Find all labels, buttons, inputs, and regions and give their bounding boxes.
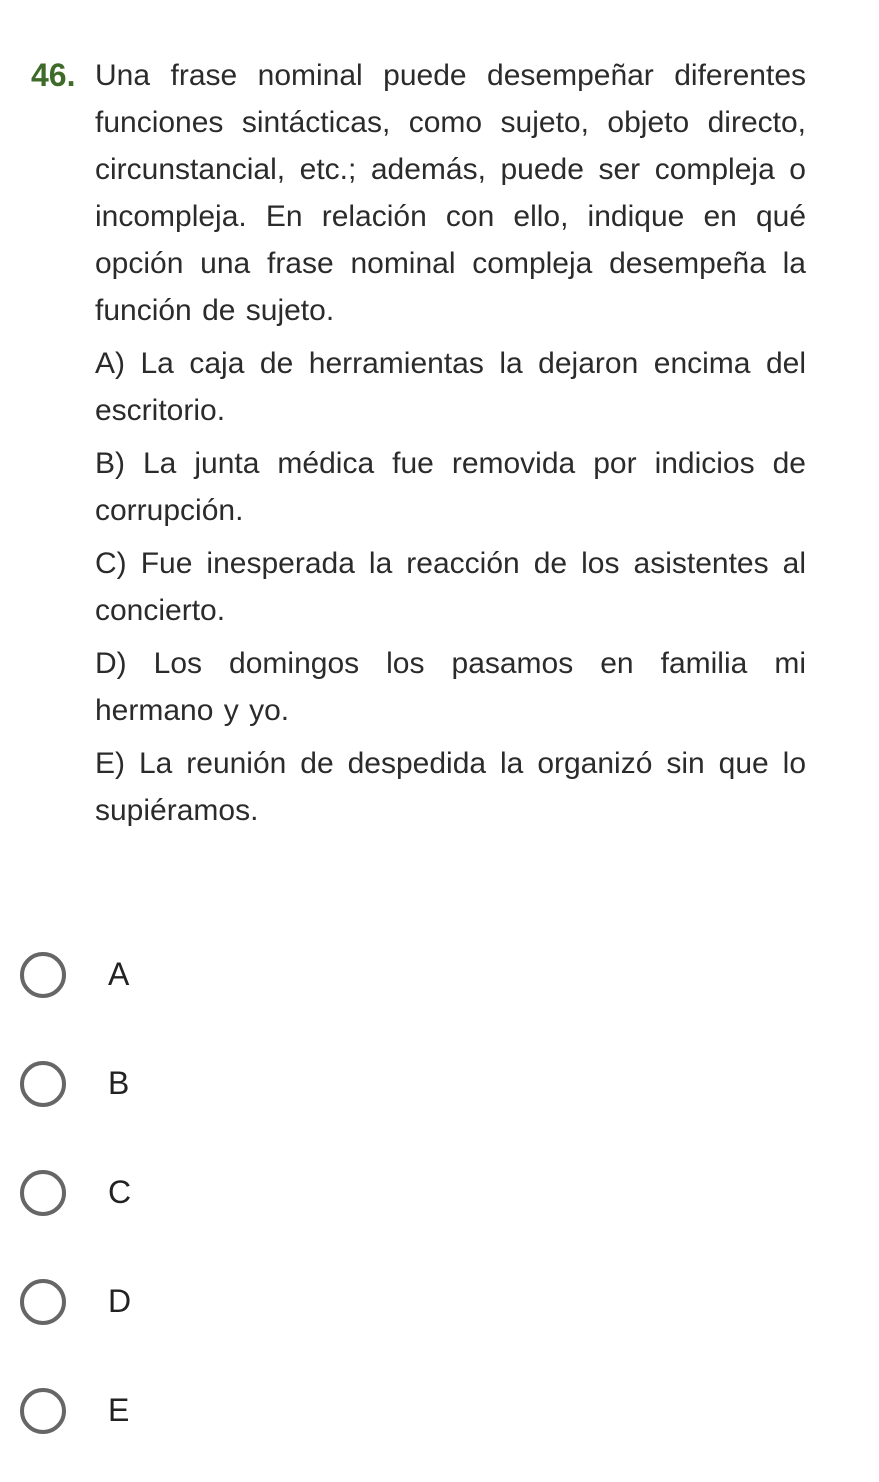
- option-text-c: C) Fue inesperada la reacción de los asistentes al concierto.: [95, 547, 806, 627]
- option-text-d: D) Los domingos los pasamos en familia mi hermano y yo.: [95, 647, 806, 727]
- radio-button-icon[interactable]: [20, 1061, 66, 1107]
- question-stem: Una frase nominal puede desempeñar diferentes funciones sintácticas, como sujeto, objeto directo, circunstancial, etc.; además, puede ser compleja o incompleja. En relación con ello, indique en qué opción una frase nominal compleja desempeña la función de sujeto.: [95, 59, 806, 327]
- question-number: 46.: [31, 57, 76, 93]
- question-body: [95, 52, 806, 834]
- question-block: [31, 52, 806, 840]
- radio-button-icon[interactable]: [20, 1388, 66, 1434]
- choice-a[interactable]: [20, 920, 840, 1029]
- choice-b[interactable]: [20, 1029, 840, 1138]
- option-text-a: A) La caja de herramientas la dejaron encima del escritorio.: [95, 347, 806, 427]
- option-text-e: E) La reunión de despedida la organizó sin que lo supiéramos.: [95, 747, 806, 827]
- option-text-b: B) La junta médica fue removida por indicios de corrupción.: [95, 447, 806, 527]
- radio-button-icon[interactable]: [20, 952, 66, 998]
- choice-c[interactable]: [20, 1138, 840, 1247]
- choice-label: B: [108, 1065, 130, 1101]
- choice-label: D: [108, 1283, 132, 1319]
- choice-e[interactable]: [20, 1356, 840, 1465]
- choice-label: A: [108, 956, 130, 992]
- answer-choices: [20, 920, 840, 1465]
- choice-d[interactable]: [20, 1247, 840, 1356]
- radio-button-icon[interactable]: [20, 1170, 66, 1216]
- choice-label: E: [108, 1392, 130, 1428]
- radio-button-icon[interactable]: [20, 1279, 66, 1325]
- choice-label: C: [108, 1174, 132, 1210]
